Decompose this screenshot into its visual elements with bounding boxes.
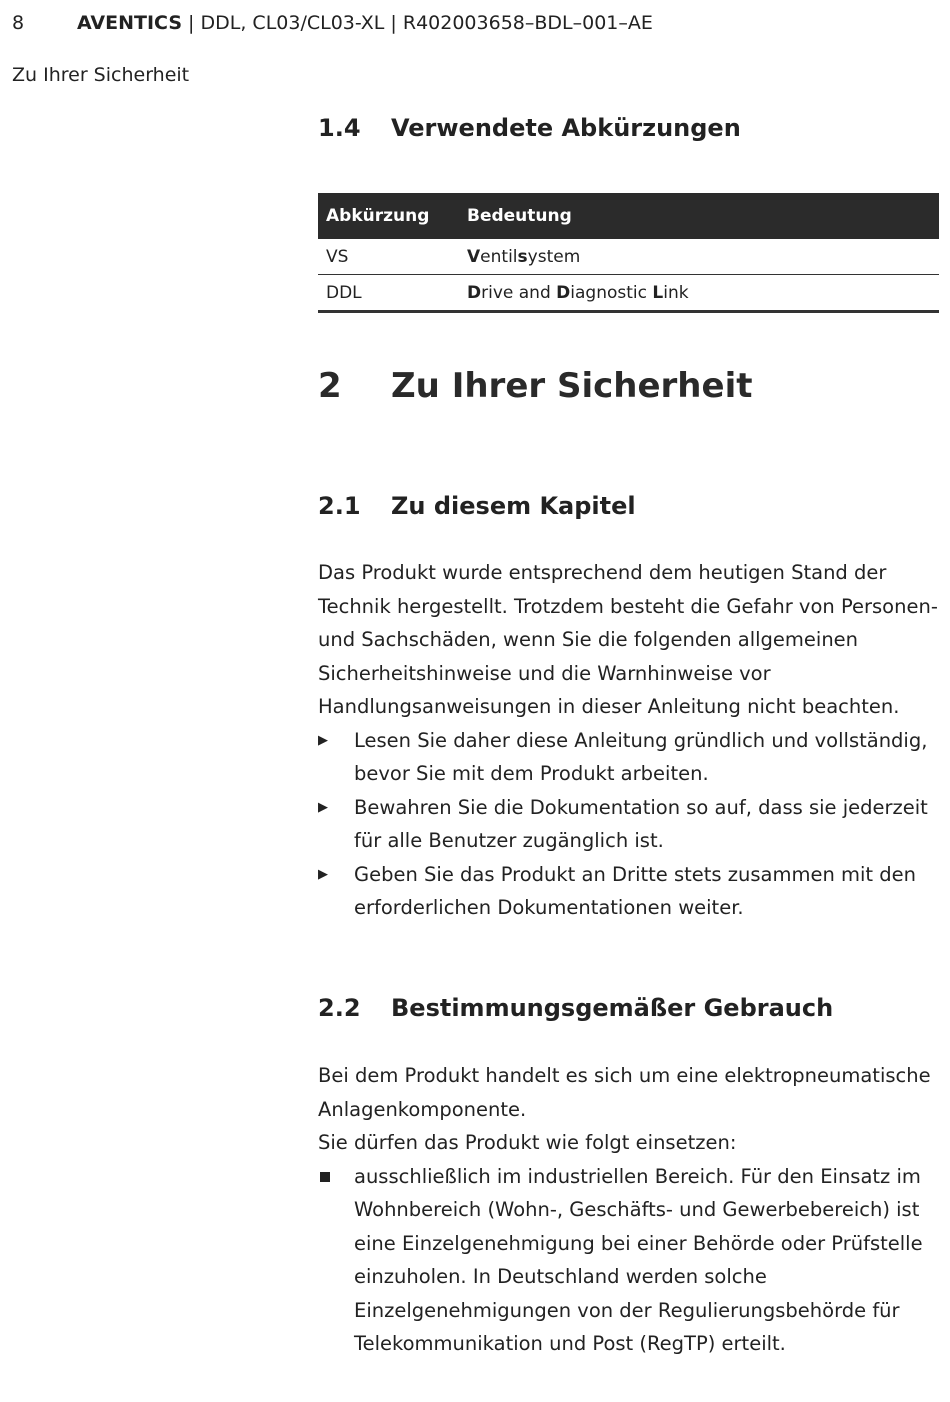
chapter-number: 2 [318, 366, 342, 406]
triangle-right-icon: ▶ [318, 732, 328, 748]
column-header-meaning: Bedeutung [459, 193, 939, 239]
chapter-heading-2 [318, 366, 752, 406]
abbreviation-cell: DDL [318, 275, 459, 312]
text-line: Handlungsanweisungen in dieser Anleitung nicht beachten. [318, 695, 900, 718]
document-reference: | DDL, CL03/CL03-XL | R402003658–BDL–001–AE [182, 12, 653, 34]
instruction-step: ▶ Bewahren Sie die Dokumentation so auf, dass sie jederzeit für alle Benutzer zugänglich ist. [318, 791, 939, 858]
table-row [318, 239, 939, 275]
text-line: Bei dem Produkt handelt es sich um eine elektropneumatische [318, 1064, 931, 1087]
meaning-cell: Ventilsystem [459, 239, 939, 275]
section-2-1-body [318, 556, 939, 925]
section-title: Bestimmungsgemäßer Gebrauch [391, 994, 834, 1022]
instruction-step: ▶ Lesen Sie daher diese Anleitung gründlich und vollständig, bevor Sie mit dem Produkt arbeiten. [318, 724, 939, 791]
text-line: Sie dürfen das Produkt wie folgt einsetzen: [318, 1131, 737, 1154]
running-head: Zu Ihrer Sicherheit [12, 64, 190, 86]
section-title: Zu diesem Kapitel [391, 492, 636, 520]
brand-name: AVENTICS [77, 12, 183, 34]
text-line: Technik hergestellt. Trotzdem besteht die Gefahr von Personen- [318, 594, 938, 618]
section-heading-2-2 [318, 994, 833, 1022]
list-item: ausschließlich im industriellen Bereich. Für den Einsatz im Wohnbereich (Wohn-, Geschäfts- und Gewerbebereich) ist eine Einzelgenehmigung bei einer Behörde oder Prüfstelle einzuholen. In Deutschland werden solche Einzelgenehmigungen von der Regulierungsbehörde für Telekommunikation und Post (RegTP) erteilt. [318, 1160, 939, 1361]
text-line: Sicherheitshinweise und die Warnhinweise vor [318, 661, 771, 685]
section-title: Verwendete Abkürzungen [391, 114, 741, 142]
section-number: 2.1 [318, 492, 361, 520]
triangle-right-icon: ▶ [318, 799, 328, 815]
page-header [12, 12, 653, 34]
table-header-row [318, 193, 939, 239]
meaning-cell: Drive and Diagnostic Link [459, 275, 939, 312]
text-line: und Sachschäden, wenn Sie die folgenden allgemeinen [318, 628, 859, 651]
chapter-title: Zu Ihrer Sicherheit [391, 366, 753, 406]
section-number: 2.2 [318, 994, 361, 1022]
page-number: 8 [12, 12, 25, 34]
table-row [318, 275, 939, 312]
column-header-abbreviation: Abkürzung [318, 193, 459, 239]
triangle-right-icon: ▶ [318, 866, 328, 882]
text-line: Das Produkt wurde entsprechend dem heutigen Stand der [318, 561, 887, 584]
text-line: Anlagenkomponente. [318, 1097, 527, 1121]
instruction-step: ▶ Geben Sie das Produkt an Dritte stets zusammen mit den erforderlichen Dokumentationen weiter. [318, 858, 939, 925]
section-2-2-body [318, 1059, 939, 1361]
square-bullet-icon [320, 1172, 330, 1182]
abbreviations-table [318, 193, 939, 313]
section-number: 1.4 [318, 114, 361, 142]
section-heading-1-4 [318, 114, 741, 142]
abbreviation-cell: VS [318, 239, 459, 275]
section-heading-2-1 [318, 492, 636, 520]
